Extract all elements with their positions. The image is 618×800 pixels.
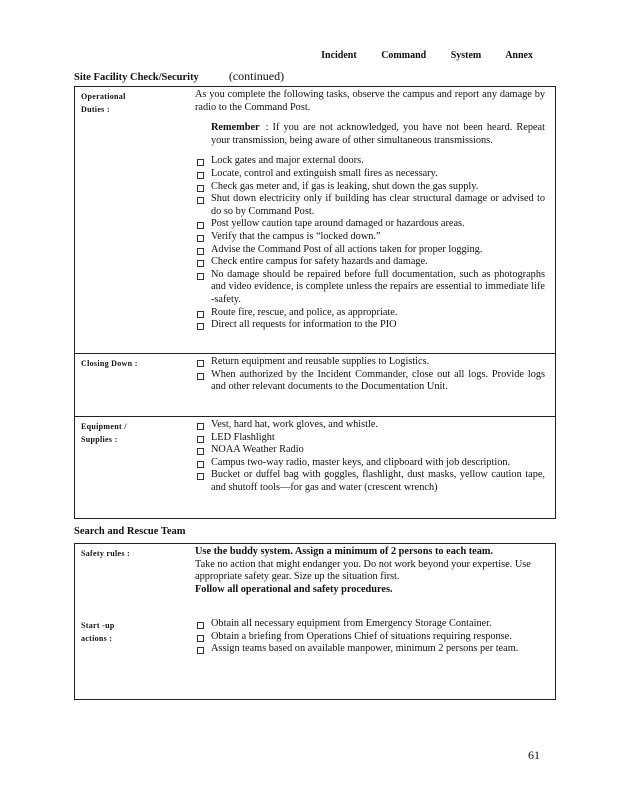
list-item: Check gas meter and, if gas is leaking, shut down the gas supply.: [195, 181, 545, 194]
equipment-supplies-label: [81, 420, 191, 446]
equipment-label-line1: Equipment /: [81, 422, 127, 431]
list-item: Verify that the campus is “locked down.”: [195, 231, 545, 244]
operational-duties-content: [195, 89, 545, 332]
section-title-search-rescue: Search and Rescue Team: [74, 526, 186, 537]
list-item: Return equipment and reusable supplies to Logistics.: [195, 356, 545, 369]
list-item: When authorized by the Incident Commander, close out all logs. Provide logs and other relevant documents to the Documentation Unit.: [195, 369, 545, 394]
site-facility-table: [74, 86, 556, 519]
list-item: Vest, hard hat, work gloves, and whistle.: [195, 419, 545, 432]
list-item: Route fire, rescue, and police, as appropriate.: [195, 307, 545, 320]
closing-down-content: [195, 356, 545, 394]
list-item: Post yellow caution tape around damaged or hazardous areas.: [195, 218, 545, 231]
startup-actions-label: [81, 619, 191, 645]
startup-actions-content: [195, 618, 545, 656]
operational-label-line2: Duties :: [81, 105, 110, 114]
equipment-supplies-list: [195, 419, 545, 495]
safety-rules-content: [195, 546, 545, 596]
remember-note: [211, 122, 545, 147]
safety-bold-text: Use the buddy system. Assign a minimum of 2 persons to each team.: [195, 546, 494, 557]
list-item: Obtain all necessary equipment from Emergency Storage Container.: [195, 618, 545, 631]
list-item: Check entire campus for safety hazards and damage.: [195, 256, 545, 269]
page-number: 61: [528, 748, 540, 762]
safety-rules-row: [75, 544, 555, 616]
operational-duties-list: [195, 155, 545, 331]
search-rescue-table: [74, 543, 556, 700]
closing-down-list: [195, 356, 545, 394]
safety-normal-text: Take no action that might endanger you. Do not work beyond your expertise. Use appropriate safety gear. Size up the situation first.: [195, 558, 531, 583]
continued-label: (continued): [228, 69, 285, 83]
list-item: Locate, control and extinguish small fires as necessary.: [195, 168, 545, 181]
startup-actions-list: [195, 618, 545, 656]
list-item: Obtain a briefing from Operations Chief of situations requiring response.: [195, 631, 545, 644]
remember-label: Remember: [211, 122, 260, 134]
operational-intro: As you complete the following tasks, observe the campus and report any damage by radio to the Command Post.: [195, 89, 545, 113]
closing-down-row: [75, 353, 555, 416]
list-item: No damage should be repaired before full documentation, such as photographs and video evidence, is complete unless the repairs are essential to immediate life -safety.: [195, 269, 545, 307]
list-item: LED Flashlight: [195, 432, 545, 445]
annex-header: Incident Command System Annex: [321, 50, 533, 61]
equipment-supplies-row: [75, 416, 555, 518]
startup-label-line1: Start -up: [81, 621, 115, 630]
list-item: Direct all requests for information to the PIO: [195, 319, 545, 332]
list-item: Bucket or duffel bag with goggles, flashlight, dust masks, yellow caution tape, and shutoff tools—for gas and water (crescent wrench): [195, 469, 545, 494]
safety-bold-line-2: [195, 584, 545, 597]
operational-label-line1: Operational: [81, 92, 126, 101]
section-title-site-facility: [74, 69, 284, 84]
equipment-label-line2: Supplies :: [81, 435, 118, 444]
startup-actions-row: [75, 616, 555, 698]
safety-bold-line: [195, 546, 545, 559]
list-item: Advise the Command Post of all actions taken for proper logging.: [195, 244, 545, 257]
safety-rules-label: Safety rules :: [81, 549, 131, 558]
list-item: Campus two-way radio, master keys, and clipboard with job description.: [195, 457, 545, 470]
list-item: NOAA Weather Radio: [195, 444, 545, 457]
equipment-supplies-content: [195, 419, 545, 495]
list-item: Assign teams based on available manpower, minimum 2 persons per team.: [195, 643, 545, 656]
safety-bold-text-2: Follow all operational and safety procedures.: [195, 583, 393, 595]
operational-duties-row: [75, 87, 555, 353]
operational-duties-label: [81, 90, 191, 116]
section-title-text: Site Facility Check/Security: [74, 72, 199, 83]
startup-label-line2: actions :: [81, 634, 113, 643]
closing-down-label: Closing Down :: [81, 359, 138, 368]
list-item: Shut down electricity only if building has clear structural damage or advised to do so by Command Post.: [195, 193, 545, 218]
remember-text: : If you are not acknowledged, you have not been heard. Repeat your transmission, being aware of other simultaneous transmissions.: [211, 122, 545, 146]
list-item: Lock gates and major external doors.: [195, 155, 545, 168]
